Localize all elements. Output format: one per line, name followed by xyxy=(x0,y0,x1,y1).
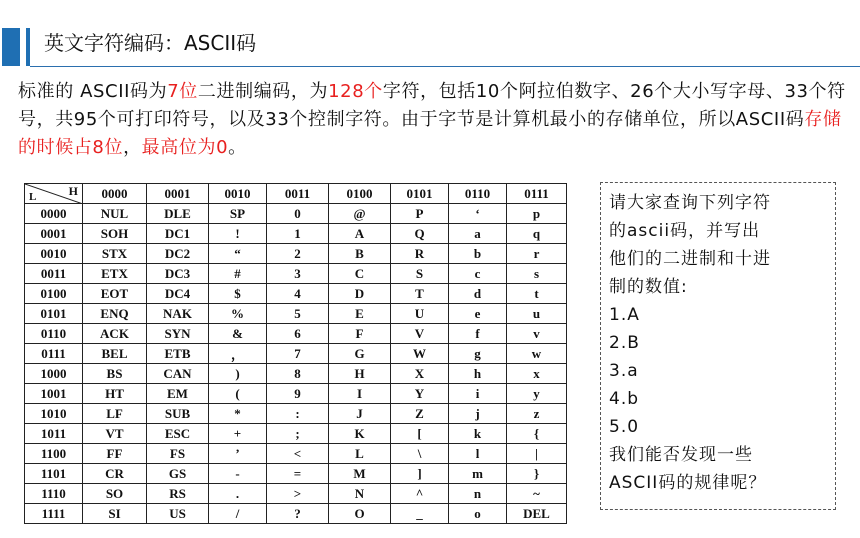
table-cell: e xyxy=(449,304,507,324)
table-cell: / xyxy=(209,504,267,524)
table-cell: l xyxy=(449,444,507,464)
table-cell: z xyxy=(507,404,567,424)
table-corner-cell xyxy=(25,184,83,204)
table-cell: B xyxy=(329,244,391,264)
table-cell: # xyxy=(209,264,267,284)
table-cell: ESC xyxy=(147,424,209,444)
question-item: 2.B xyxy=(609,333,640,353)
table-cell: g xyxy=(449,344,507,364)
table-cell: y xyxy=(507,384,567,404)
table-cell: 1 xyxy=(267,224,329,244)
table-cell: 7 xyxy=(267,344,329,364)
table-cell: CR xyxy=(83,464,147,484)
row-header: 0111 xyxy=(25,344,83,364)
table-cell: T xyxy=(391,284,449,304)
table-cell: | xyxy=(507,444,567,464)
table-cell: R xyxy=(391,244,449,264)
table-cell: M xyxy=(329,464,391,484)
table-cell: ) xyxy=(209,364,267,384)
question-line: 制的数值: xyxy=(609,277,688,297)
column-header: 0010 xyxy=(209,184,267,204)
header xyxy=(0,0,860,62)
table-row xyxy=(25,384,567,404)
table-cell: O xyxy=(329,504,391,524)
table-cell: > xyxy=(267,484,329,504)
table-cell: DC3 xyxy=(147,264,209,284)
table-cell: \ xyxy=(391,444,449,464)
table-cell: SP xyxy=(209,204,267,224)
table-cell: % xyxy=(209,304,267,324)
table-cell: ~ xyxy=(507,484,567,504)
table-cell: HT xyxy=(83,384,147,404)
corner-label-high: H xyxy=(68,184,78,198)
table-row xyxy=(25,424,567,444)
table-cell: ETX xyxy=(83,264,147,284)
ascii-header-row xyxy=(25,184,567,204)
row-header: 1110 xyxy=(25,484,83,504)
question-item: 4.b xyxy=(609,389,640,409)
table-cell: b xyxy=(449,244,507,264)
table-cell: Q xyxy=(391,224,449,244)
table-cell: CAN xyxy=(147,364,209,384)
table-cell: FS xyxy=(147,444,209,464)
page-title: 英文字符编码：ASCII码 xyxy=(44,31,257,55)
intro-highlight-128: 128个 xyxy=(328,81,383,102)
row-header: 1001 xyxy=(25,384,83,404)
table-cell: 6 xyxy=(267,324,329,344)
question-item: 3.a xyxy=(609,361,639,381)
table-cell: i xyxy=(449,384,507,404)
table-row xyxy=(25,404,567,424)
table-cell: SOH xyxy=(83,224,147,244)
table-cell: - xyxy=(209,464,267,484)
table-cell: C xyxy=(329,264,391,284)
table-cell: ‘ xyxy=(449,204,507,224)
table-cell: EOT xyxy=(83,284,147,304)
table-cell: ETB xyxy=(147,344,209,364)
table-cell: Y xyxy=(391,384,449,404)
table-cell: S xyxy=(391,264,449,284)
table-cell: U xyxy=(391,304,449,324)
table-cell: N xyxy=(329,484,391,504)
table-cell: u xyxy=(507,304,567,324)
question-line: 请大家查询下列字符 xyxy=(609,193,771,213)
column-header: 0110 xyxy=(449,184,507,204)
table-cell: V xyxy=(391,324,449,344)
table-cell: A xyxy=(329,224,391,244)
table-cell: H xyxy=(329,364,391,384)
table-cell: BEL xyxy=(83,344,147,364)
row-header: 0100 xyxy=(25,284,83,304)
table-cell: n xyxy=(449,484,507,504)
intro-text: 二进制编码，为 xyxy=(197,81,329,102)
row-header: 1100 xyxy=(25,444,83,464)
table-cell: E xyxy=(329,304,391,324)
question-prompt xyxy=(609,189,827,301)
table-row xyxy=(25,464,567,484)
table-row xyxy=(25,504,567,524)
intro-text: 。 xyxy=(228,137,247,158)
header-divider xyxy=(30,66,860,67)
table-cell: s xyxy=(507,264,567,284)
table-cell: F xyxy=(329,324,391,344)
table-cell: j xyxy=(449,404,507,424)
row-header: 0101 xyxy=(25,304,83,324)
table-cell: ( xyxy=(209,384,267,404)
table-cell: q xyxy=(507,224,567,244)
table-cell: Z xyxy=(391,404,449,424)
table-cell: ? xyxy=(267,504,329,524)
table-cell: d xyxy=(449,284,507,304)
table-cell: K xyxy=(329,424,391,444)
table-cell: RS xyxy=(147,484,209,504)
row-header: 0110 xyxy=(25,324,83,344)
row-header: 0010 xyxy=(25,244,83,264)
table-cell: _ xyxy=(391,504,449,524)
table-cell: r xyxy=(507,244,567,264)
table-cell: NAK xyxy=(147,304,209,324)
ascii-table-body xyxy=(25,204,567,524)
table-cell: STX xyxy=(83,244,147,264)
table-cell: ENQ xyxy=(83,304,147,324)
table-cell: $ xyxy=(209,284,267,304)
table-cell: EM xyxy=(147,384,209,404)
question-item: 1.A xyxy=(609,305,640,325)
table-cell: 5 xyxy=(267,304,329,324)
question-item: 5.0 xyxy=(609,417,640,437)
intro-highlight-7bit: 7位 xyxy=(167,81,198,102)
table-cell: & xyxy=(209,324,267,344)
table-cell: W xyxy=(391,344,449,364)
intro-highlight-8bit: 存储的时候占8位 xyxy=(18,109,842,158)
table-cell: L xyxy=(329,444,391,464)
table-cell: “ xyxy=(209,244,267,264)
table-cell: DC2 xyxy=(147,244,209,264)
question-closing xyxy=(609,441,827,497)
row-header: 0001 xyxy=(25,224,83,244)
table-cell: 8 xyxy=(267,364,329,384)
table-cell: @ xyxy=(329,204,391,224)
table-cell: SO xyxy=(83,484,147,504)
table-cell: SI xyxy=(83,504,147,524)
table-cell: SYN xyxy=(147,324,209,344)
table-row xyxy=(25,304,567,324)
table-cell: BS xyxy=(83,364,147,384)
ascii-table xyxy=(24,183,567,524)
row-header: 1111 xyxy=(25,504,83,524)
intro-highlight-msb: 最高位为0 xyxy=(141,137,229,158)
table-cell: } xyxy=(507,464,567,484)
table-cell: J xyxy=(329,404,391,424)
table-cell: ACK xyxy=(83,324,147,344)
column-header: 0001 xyxy=(147,184,209,204)
question-box xyxy=(600,182,836,510)
table-cell: P xyxy=(391,204,449,224)
table-row xyxy=(25,244,567,264)
table-cell: w xyxy=(507,344,567,364)
table-cell: f xyxy=(449,324,507,344)
table-cell: D xyxy=(329,284,391,304)
table-cell: I xyxy=(329,384,391,404)
table-cell: 4 xyxy=(267,284,329,304)
column-header: 0100 xyxy=(329,184,391,204)
table-cell: 2 xyxy=(267,244,329,264)
table-row xyxy=(25,364,567,384)
table-cell: t xyxy=(507,284,567,304)
table-cell: DC4 xyxy=(147,284,209,304)
row-header: 1011 xyxy=(25,424,83,444)
table-cell: = xyxy=(267,464,329,484)
table-cell: ， xyxy=(209,344,267,364)
table-cell: VT xyxy=(83,424,147,444)
column-header: 0000 xyxy=(83,184,147,204)
table-cell: ] xyxy=(391,464,449,484)
table-row xyxy=(25,224,567,244)
intro-text: ， xyxy=(123,137,142,158)
table-cell: p xyxy=(507,204,567,224)
table-cell: k xyxy=(449,424,507,444)
table-cell: h xyxy=(449,364,507,384)
table-cell: x xyxy=(507,364,567,384)
table-cell: c xyxy=(449,264,507,284)
table-cell: G xyxy=(329,344,391,364)
column-header: 0101 xyxy=(391,184,449,204)
table-row xyxy=(25,284,567,304)
row-header: 0011 xyxy=(25,264,83,284)
table-row xyxy=(25,344,567,364)
table-cell: US xyxy=(147,504,209,524)
question-line: 的ascii码，并写出 xyxy=(609,221,761,241)
table-cell: 3 xyxy=(267,264,329,284)
header-accent-bar xyxy=(2,28,20,66)
row-header: 0000 xyxy=(25,204,83,224)
table-cell: 9 xyxy=(267,384,329,404)
table-cell: SUB xyxy=(147,404,209,424)
table-cell: GS xyxy=(147,464,209,484)
table-cell: m xyxy=(449,464,507,484)
intro-text: 字符，包括10个阿拉伯数字、26个大小写字母、33个符号，共95个可打印符号，以及33个控制字符。由于字节是计算机最小的存储单位，所以ASCII码 xyxy=(18,81,846,130)
table-cell: a xyxy=(449,224,507,244)
table-cell: 0 xyxy=(267,204,329,224)
table-row xyxy=(25,324,567,344)
intro-text: 标准的 ASCII码为 xyxy=(18,81,168,102)
column-header: 0111 xyxy=(507,184,567,204)
question-line: 他们的二进制和十进 xyxy=(609,249,771,269)
question-closing-line: ASCII码的规律呢？ xyxy=(609,473,767,493)
table-cell: : xyxy=(267,404,329,424)
table-cell: o xyxy=(449,504,507,524)
table-row xyxy=(25,484,567,504)
corner-label-low: L xyxy=(29,191,37,203)
table-cell: < xyxy=(267,444,329,464)
row-header: 1000 xyxy=(25,364,83,384)
ascii-table-container xyxy=(24,183,566,521)
table-row xyxy=(25,444,567,464)
table-cell: NUL xyxy=(83,204,147,224)
table-cell: + xyxy=(209,424,267,444)
table-cell: ’ xyxy=(209,444,267,464)
intro-paragraph xyxy=(18,78,848,162)
table-cell: DLE xyxy=(147,204,209,224)
table-cell: . xyxy=(209,484,267,504)
table-cell: DEL xyxy=(507,504,567,524)
row-header: 1101 xyxy=(25,464,83,484)
table-cell: [ xyxy=(391,424,449,444)
table-cell: FF xyxy=(83,444,147,464)
column-header: 0011 xyxy=(267,184,329,204)
question-list xyxy=(609,301,827,441)
question-closing-line: 我们能否发现一些 xyxy=(609,445,753,465)
header-accent-bar-thin xyxy=(26,28,30,66)
table-cell: X xyxy=(391,364,449,384)
table-cell: v xyxy=(507,324,567,344)
table-cell: DC1 xyxy=(147,224,209,244)
table-row xyxy=(25,204,567,224)
row-header: 1010 xyxy=(25,404,83,424)
table-cell: ! xyxy=(209,224,267,244)
table-cell: ; xyxy=(267,424,329,444)
table-cell: ^ xyxy=(391,484,449,504)
table-cell: { xyxy=(507,424,567,444)
table-cell: * xyxy=(209,404,267,424)
table-row xyxy=(25,264,567,284)
table-cell: LF xyxy=(83,404,147,424)
